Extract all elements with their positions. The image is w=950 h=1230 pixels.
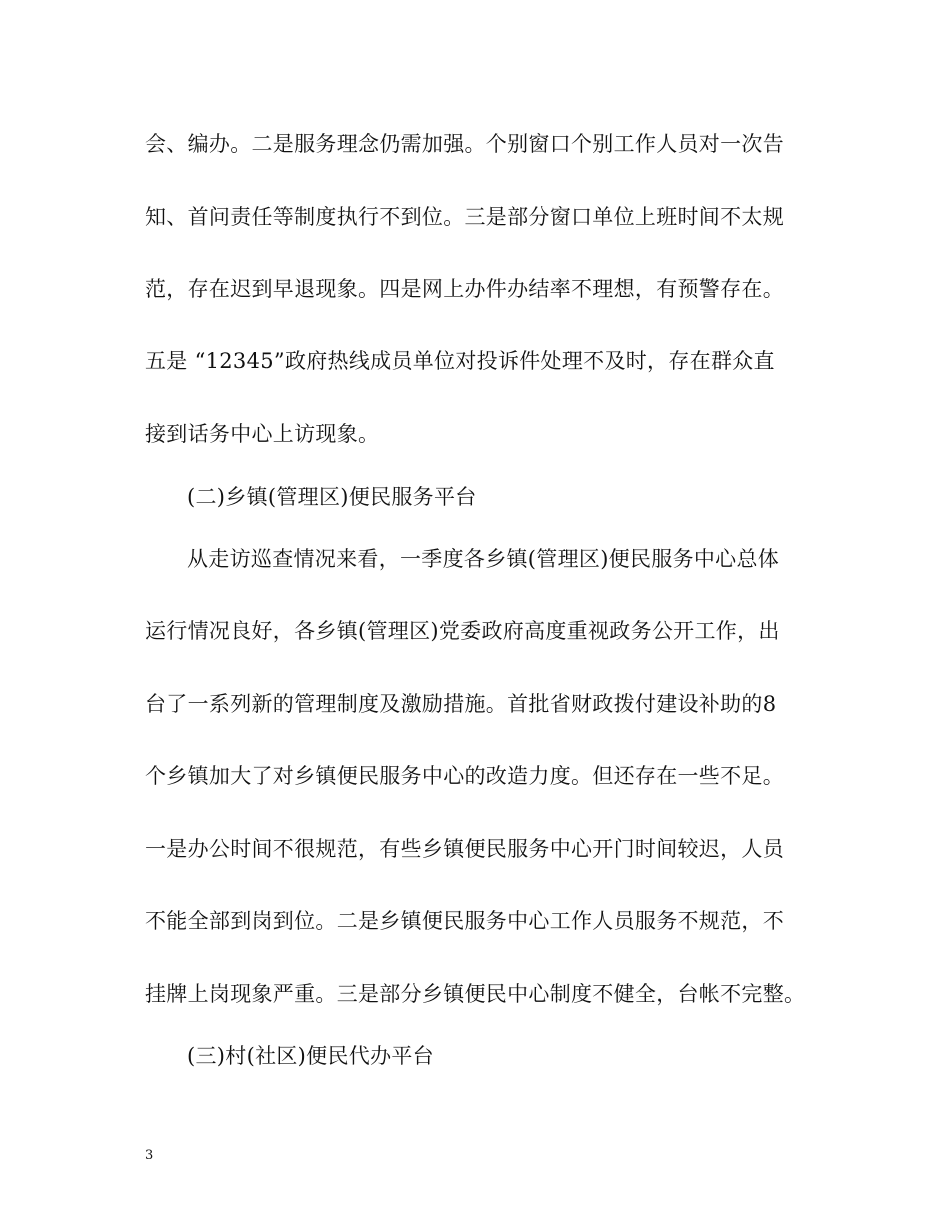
paragraph-line: 接到话务中心上访现象。 [145, 422, 380, 446]
paragraph-line: 挂牌上岗现象严重。三是部分乡镇便民中心制度不健全，台帐不完整。 [145, 982, 806, 1006]
paragraph-line: 五是 “12345”政府热线成员单位对投诉件处理不及时，存在群众直 [145, 349, 775, 373]
paragraph-line: 范，存在迟到早退现象。四是网上办件办结率不理想，有预警存在。 [145, 277, 784, 301]
paragraph-line: 一是办公时间不很规范，有些乡镇便民服务中心开门时间较迟，人员 [145, 837, 784, 861]
section-heading: (三)村(社区)便民代办平台 [187, 1044, 434, 1068]
paragraph-line: 知、首问责任等制度执行不到位。三是部分窗口单位上班时间不太规 [145, 205, 784, 229]
paragraph-line: 不能全部到岗到位。二是乡镇便民服务中心工作人员服务不规范，不 [145, 909, 784, 933]
paragraph-line: 运行情况良好，各乡镇(管理区)党委政府高度重视政务公开工作，出 [145, 619, 780, 643]
page-number: 3 [145, 1148, 154, 1163]
paragraph-line: 台了一系列新的管理制度及激励措施。首批省财政拨付建设补助的8 [145, 692, 777, 716]
section-heading: (二)乡镇(管理区)便民服务平台 [187, 485, 477, 509]
paragraph-line: 从走访巡查情况来看，一季度各乡镇(管理区)便民服务中心总体 [187, 547, 780, 571]
paragraph-line: 个乡镇加大了对乡镇便民服务中心的改造力度。但还存在一些不足。 [145, 764, 784, 788]
paragraph-line: 会、编办。二是服务理念仍需加强。个别窗口个别工作人员对一次告 [145, 132, 784, 156]
